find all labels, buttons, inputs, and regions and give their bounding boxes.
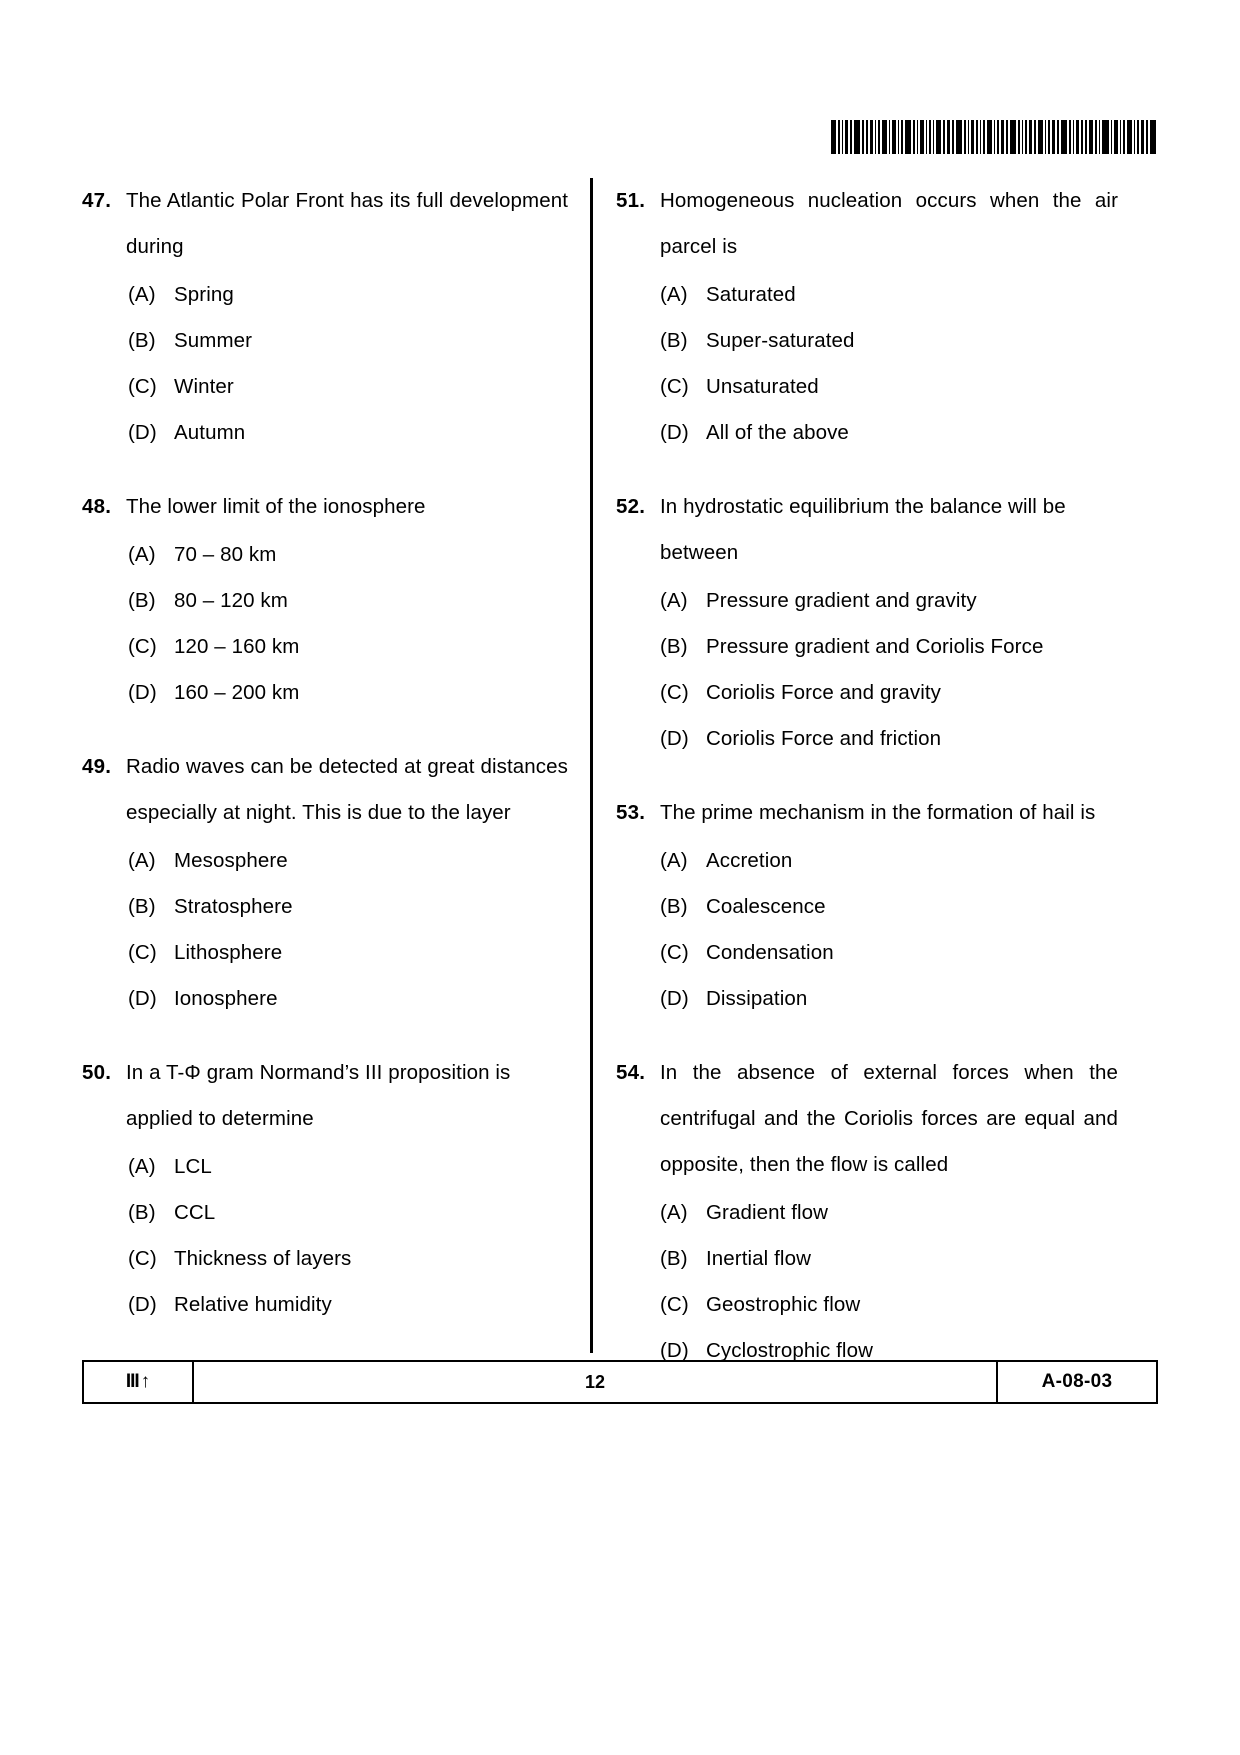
option-text: 120 – 160 km — [174, 635, 300, 658]
barcode-bar — [1022, 120, 1024, 154]
barcode-bar — [1137, 120, 1139, 154]
option-letter: (D) — [128, 987, 157, 1010]
option-row[interactable] — [82, 838, 568, 884]
barcode-bar — [1061, 120, 1067, 154]
barcode-bar — [971, 120, 974, 154]
option-letter: (B) — [128, 1201, 156, 1224]
option-row[interactable] — [616, 838, 1118, 884]
option-row[interactable] — [82, 884, 568, 930]
barcode-bar — [882, 120, 887, 154]
barcode-bar — [1006, 120, 1008, 154]
option-letter: (D) — [128, 421, 157, 444]
option-list — [82, 1144, 568, 1328]
question-number: 51. — [616, 189, 646, 212]
barcode-bar — [964, 120, 966, 154]
option-row[interactable] — [616, 670, 1118, 716]
question-number: 52. — [616, 495, 646, 518]
option-letter: (A) — [128, 283, 156, 306]
option-list — [616, 838, 1118, 1022]
barcode-bar — [1045, 120, 1047, 154]
option-row[interactable] — [82, 1282, 568, 1328]
option-text: Inertial flow — [706, 1247, 811, 1270]
barcode-bar — [1069, 120, 1071, 154]
option-row[interactable] — [616, 930, 1118, 976]
barcode-bar — [1076, 120, 1079, 154]
option-row[interactable] — [616, 578, 1118, 624]
barcode-bar — [936, 120, 941, 154]
option-text: Gradient flow — [706, 1201, 829, 1224]
option-row[interactable] — [616, 1282, 1118, 1328]
barcode-bar — [947, 120, 950, 154]
option-text: Ionosphere — [174, 987, 278, 1010]
barcode-bar — [913, 120, 915, 154]
barcode-bar — [933, 120, 935, 154]
question-number: 48. — [82, 495, 112, 518]
option-text: Cyclostrophic flow — [706, 1339, 873, 1362]
question-number: 53. — [616, 801, 646, 824]
barcode-bars — [831, 120, 1158, 154]
option-letter: (B) — [660, 1247, 688, 1270]
barcode-bar — [929, 120, 931, 154]
barcode-bar — [980, 120, 982, 154]
question-text: The lower limit of the ionosphere — [126, 495, 426, 518]
question-header — [82, 178, 568, 270]
question-number: 49. — [82, 755, 112, 778]
option-letter: (B) — [128, 589, 156, 612]
option-text: Coriolis Force and friction — [706, 727, 942, 750]
question-number: 47. — [82, 189, 112, 212]
option-row[interactable] — [616, 1190, 1118, 1236]
option-letter: (B) — [128, 895, 156, 918]
option-row[interactable] — [616, 410, 1118, 456]
option-text: 80 – 120 km — [174, 589, 288, 612]
question-number: 50. — [82, 1061, 112, 1084]
option-list — [82, 838, 568, 1022]
option-letter: (A) — [660, 1201, 688, 1224]
barcode-bar — [1025, 120, 1027, 154]
barcode-bar — [1010, 120, 1016, 154]
option-text: Thickness of layers — [174, 1247, 352, 1270]
question-block — [82, 178, 568, 456]
option-text: Mesosphere — [174, 849, 288, 872]
barcode-bar — [1057, 120, 1059, 154]
question-text: Radio waves can be detected at great distances especially at night. This is due to the layer — [126, 755, 568, 824]
question-header — [616, 790, 1118, 836]
barcode-bar — [1029, 120, 1032, 154]
option-text: Accretion — [706, 849, 793, 872]
option-row[interactable] — [82, 930, 568, 976]
option-list — [616, 578, 1118, 762]
question-block — [82, 1050, 568, 1328]
barcode-bar — [866, 120, 868, 154]
question-header — [82, 744, 568, 836]
barcode-bar — [1134, 120, 1136, 154]
option-row[interactable] — [616, 318, 1118, 364]
barcode-bar — [1018, 120, 1020, 154]
barcode-bar — [845, 120, 848, 154]
barcode-bar — [976, 120, 978, 154]
option-row[interactable] — [616, 884, 1118, 930]
barcode-bar — [983, 120, 985, 154]
option-list — [616, 1190, 1118, 1374]
barcode-bar — [1034, 120, 1036, 154]
barcode-bar — [987, 120, 992, 154]
footer-mark-bars: III — [125, 1371, 139, 1392]
barcode-bar — [1146, 120, 1148, 154]
option-row[interactable] — [616, 716, 1118, 762]
question-block — [616, 484, 1118, 762]
option-letter: (B) — [660, 329, 688, 352]
option-text: Condensation — [706, 941, 834, 964]
option-letter: (A) — [660, 589, 688, 612]
option-text: Stratosphere — [174, 895, 293, 918]
option-letter: (B) — [660, 895, 688, 918]
option-text: 160 – 200 km — [174, 681, 300, 704]
option-text: Pressure gradient and gravity — [706, 589, 977, 612]
question-header — [616, 178, 1118, 270]
option-letter: (D) — [660, 421, 689, 444]
page-number: 12 — [584, 1371, 606, 1392]
barcode-bar — [943, 120, 945, 154]
footer-mark-arrow-icon: ↑ — [140, 1371, 151, 1392]
option-list — [616, 272, 1118, 456]
barcode-bar — [1073, 120, 1075, 154]
option-row[interactable] — [616, 272, 1118, 318]
option-row[interactable] — [82, 1190, 568, 1236]
option-text: 70 – 80 km — [174, 543, 277, 566]
right-question-column — [576, 178, 1118, 1362]
barcode-bar — [1120, 120, 1122, 154]
question-text: The Atlantic Polar Front has its full development during — [126, 189, 568, 258]
barcode-bar — [838, 120, 840, 154]
option-text: Coriolis Force and gravity — [706, 681, 942, 704]
barcode-bar — [1085, 120, 1087, 154]
barcode-bar — [1102, 120, 1108, 154]
option-letter: (C) — [660, 681, 689, 704]
barcode-bar — [1150, 120, 1156, 154]
barcode-bar — [1123, 120, 1125, 154]
option-text: Lithosphere — [174, 941, 283, 964]
option-text: Summer — [174, 329, 253, 352]
option-row[interactable] — [616, 364, 1118, 410]
barcode-bar — [956, 120, 962, 154]
option-letter: (C) — [660, 941, 689, 964]
barcode-bar — [875, 120, 877, 154]
option-letter: (D) — [128, 681, 157, 704]
left-question-column — [82, 178, 576, 1353]
barcode-bar — [917, 120, 919, 154]
barcode-bar — [898, 120, 900, 154]
option-letter: (A) — [128, 543, 156, 566]
barcode-bar — [901, 120, 903, 154]
option-letter: (C) — [128, 375, 157, 398]
option-row[interactable] — [82, 410, 568, 456]
question-text: The prime mechanism in the formation of hail is — [660, 801, 1096, 824]
option-text: All of the above — [706, 421, 849, 444]
option-text: Coalescence — [706, 895, 826, 918]
barcode-bar — [1114, 120, 1117, 154]
paper-code: A-08-03 — [996, 1362, 1156, 1402]
option-row[interactable] — [82, 318, 568, 364]
option-row[interactable] — [82, 578, 568, 624]
barcode-bar — [1111, 120, 1113, 154]
option-row[interactable] — [82, 272, 568, 318]
option-text: CCL — [174, 1201, 216, 1224]
barcode-bar — [870, 120, 873, 154]
option-text: Winter — [174, 375, 234, 398]
option-letter: (D) — [660, 727, 689, 750]
barcode-bar — [1038, 120, 1043, 154]
option-letter: (D) — [128, 1293, 157, 1316]
questions-body — [82, 178, 1158, 1362]
question-number: 54. — [616, 1061, 646, 1084]
option-letter: (D) — [660, 1339, 689, 1362]
barcode — [831, 118, 1158, 154]
option-text: Relative humidity — [174, 1293, 332, 1316]
column-divider — [590, 178, 593, 1353]
barcode-bar — [889, 120, 891, 154]
option-row[interactable] — [82, 670, 568, 716]
option-text: Super-saturated — [706, 329, 855, 352]
page-footer — [82, 1360, 1158, 1404]
barcode-bar — [997, 120, 999, 154]
option-text: LCL — [174, 1155, 212, 1178]
option-text: Saturated — [706, 283, 796, 306]
option-row[interactable] — [616, 1236, 1118, 1282]
barcode-bar — [1048, 120, 1050, 154]
option-text: Geostrophic flow — [706, 1293, 861, 1316]
barcode-bar — [926, 120, 928, 154]
option-text: Pressure gradient and Coriolis Force — [706, 635, 1044, 658]
barcode-bar — [1001, 120, 1004, 154]
option-row[interactable] — [82, 1144, 568, 1190]
option-text: Spring — [174, 283, 234, 306]
option-row[interactable] — [616, 976, 1118, 1022]
question-header — [82, 1050, 568, 1142]
option-text: Unsaturated — [706, 375, 819, 398]
option-letter: (C) — [660, 375, 689, 398]
barcode-bar — [892, 120, 895, 154]
option-letter: (A) — [128, 849, 156, 872]
option-row[interactable] — [82, 364, 568, 410]
barcode-bar — [1141, 120, 1144, 154]
option-letter: (C) — [128, 635, 157, 658]
question-header — [616, 484, 1118, 576]
question-header — [616, 1050, 1118, 1188]
barcode-bar — [952, 120, 954, 154]
barcode-bar — [1052, 120, 1055, 154]
option-letter: (C) — [128, 1247, 157, 1270]
barcode-bar — [1081, 120, 1083, 154]
option-letter: (D) — [660, 987, 689, 1010]
question-block — [616, 790, 1118, 1022]
option-text: Autumn — [174, 421, 246, 444]
option-row[interactable] — [82, 976, 568, 1022]
option-letter: (A) — [128, 1155, 156, 1178]
question-text: In the absence of external forces when the centrifugal and the Coriolis forces are equal and opposite, then the flow is called — [660, 1061, 1118, 1176]
barcode-bar — [878, 120, 880, 154]
barcode-bar — [1099, 120, 1101, 154]
barcode-bar — [854, 120, 860, 154]
option-row[interactable] — [82, 624, 568, 670]
option-row[interactable] — [82, 1236, 568, 1282]
barcode-bar — [1127, 120, 1132, 154]
question-block — [82, 484, 568, 716]
option-row[interactable] — [616, 624, 1118, 670]
barcode-bar — [842, 120, 844, 154]
option-letter: (A) — [660, 849, 688, 872]
option-letter: (B) — [660, 635, 688, 658]
barcode-bar — [831, 120, 836, 154]
barcode-bar — [968, 120, 970, 154]
barcode-bar — [1089, 120, 1094, 154]
option-text: Dissipation — [706, 987, 808, 1010]
option-list — [82, 272, 568, 456]
question-text: Homogeneous nucleation occurs when the air parcel is — [660, 189, 1118, 258]
question-block — [616, 1050, 1118, 1374]
option-letter: (B) — [128, 329, 156, 352]
question-text: In a T-Φ gram Normand’s III proposition is applied to determine — [126, 1061, 511, 1130]
question-header — [82, 484, 568, 530]
barcode-bar — [994, 120, 996, 154]
question-block — [82, 744, 568, 1022]
barcode-bar — [905, 120, 911, 154]
option-row[interactable] — [82, 532, 568, 578]
option-list — [82, 532, 568, 716]
barcode-bar — [920, 120, 923, 154]
barcode-bar — [1095, 120, 1097, 154]
question-block — [616, 178, 1118, 456]
question-text: In hydrostatic equilibrium the balance will be between — [660, 495, 1066, 564]
option-letter: (C) — [660, 1293, 689, 1316]
footer-mark — [84, 1362, 194, 1402]
option-letter: (C) — [128, 941, 157, 964]
barcode-bar — [850, 120, 852, 154]
barcode-bar — [862, 120, 864, 154]
option-letter: (A) — [660, 283, 688, 306]
